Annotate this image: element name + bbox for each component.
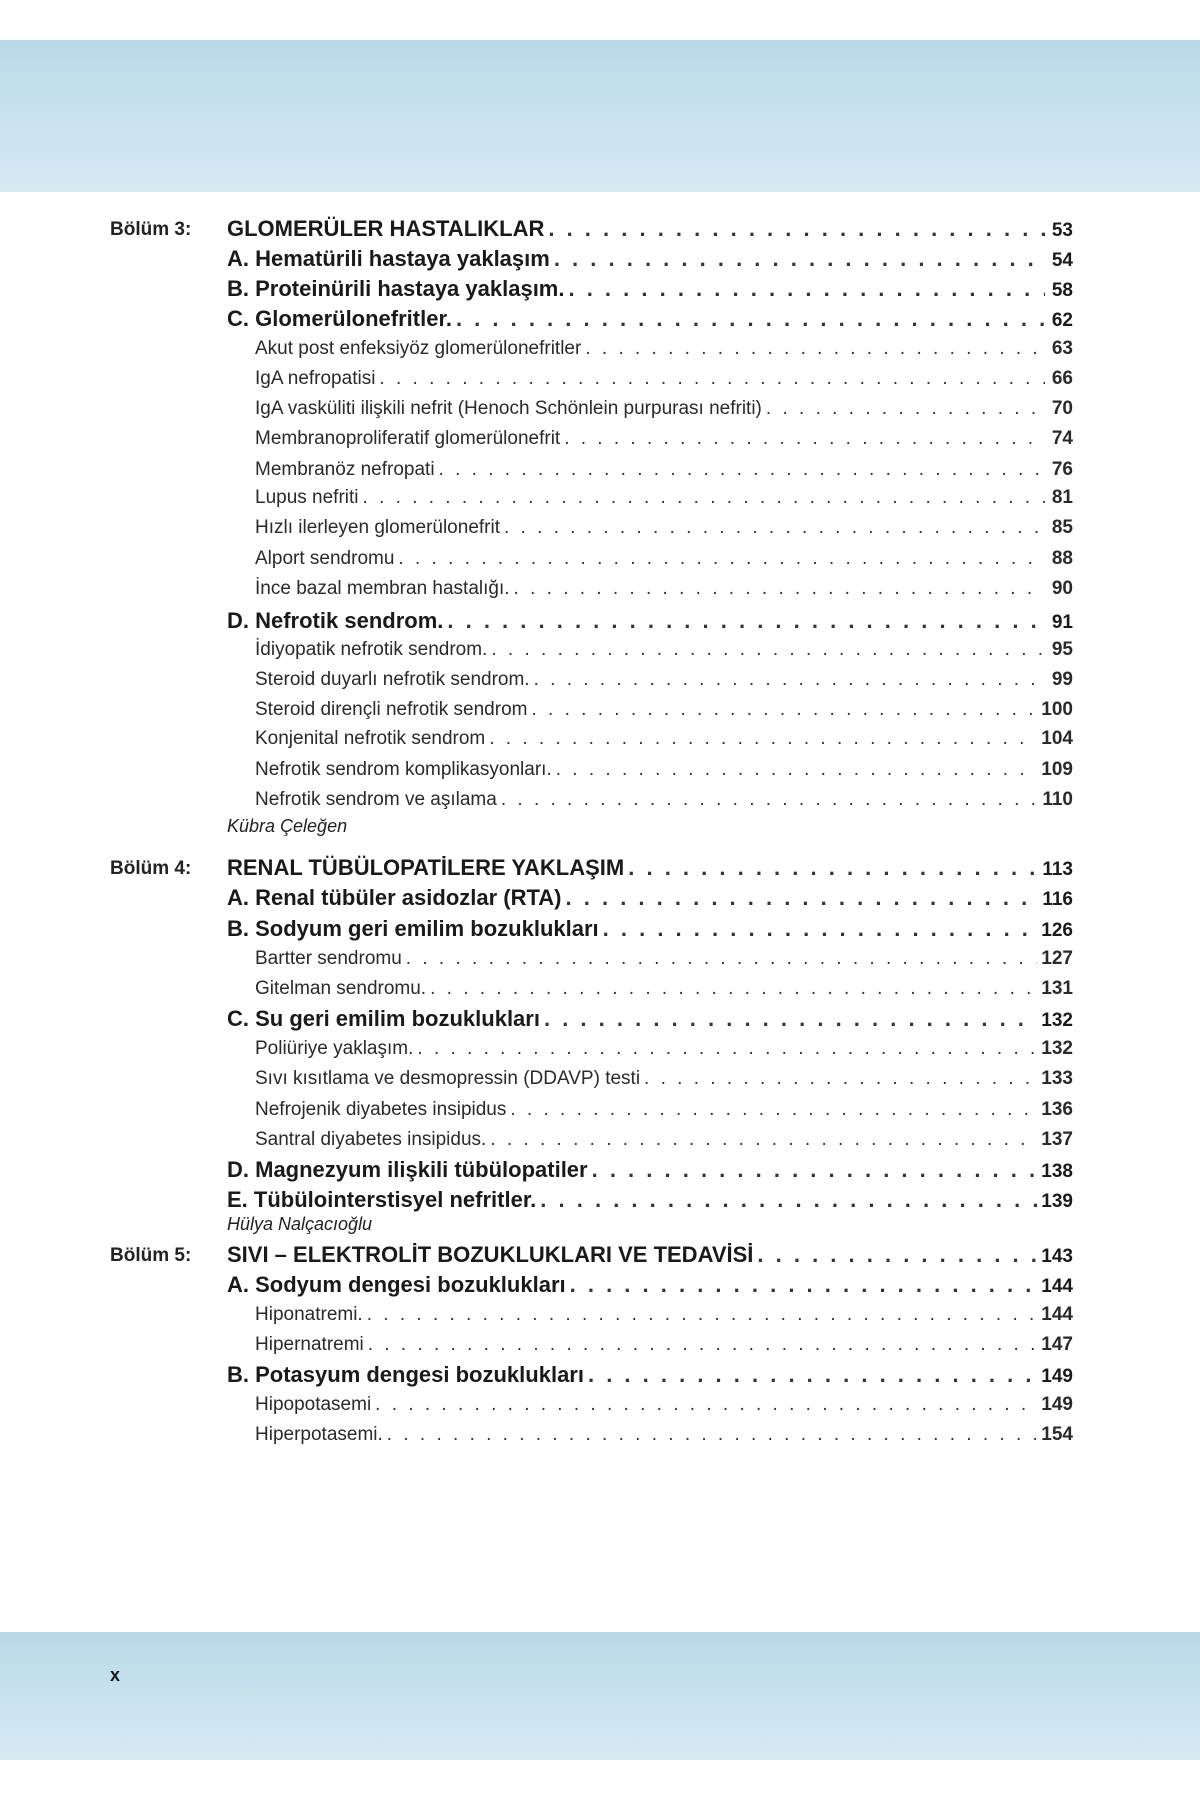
leader-dots bbox=[592, 1157, 1038, 1183]
toc-page: 126 bbox=[1041, 920, 1073, 941]
toc-row[interactable] bbox=[227, 306, 1073, 332]
toc-title: Poliüriye yaklaşım. bbox=[255, 1038, 414, 1059]
leader-dots bbox=[489, 728, 1037, 750]
leader-dots bbox=[491, 639, 1045, 661]
toc-page: 74 bbox=[1051, 428, 1073, 449]
toc-page: 90 bbox=[1051, 578, 1073, 599]
toc-row[interactable] bbox=[227, 1362, 1073, 1388]
leader-dots bbox=[368, 1334, 1038, 1356]
chapter-4-label: Bölüm 4: bbox=[110, 858, 192, 879]
toc-title: Nefrotik sendrom komplikasyonları. bbox=[255, 759, 552, 780]
toc-row[interactable] bbox=[255, 789, 1073, 811]
leader-dots bbox=[603, 916, 1038, 942]
chapter-3-title-row[interactable] bbox=[227, 216, 1073, 242]
toc-title: IgA nefropatisi bbox=[255, 368, 376, 389]
toc-page: 70 bbox=[1051, 398, 1073, 419]
footer-band bbox=[0, 1632, 1200, 1760]
toc-row[interactable] bbox=[255, 639, 1073, 661]
leader-dots bbox=[430, 978, 1037, 1000]
toc-title: Hiperpotasemi. bbox=[255, 1424, 383, 1445]
toc-row[interactable] bbox=[227, 1006, 1073, 1032]
toc-title: B. Proteinürili hastaya yaklaşım. bbox=[227, 276, 565, 301]
leader-dots bbox=[387, 1424, 1038, 1446]
toc-page: 116 bbox=[1042, 889, 1073, 910]
leader-dots bbox=[456, 306, 1045, 332]
toc-row[interactable] bbox=[255, 978, 1073, 1000]
toc-title: E. Tübülointerstisyel nefritler. bbox=[227, 1187, 537, 1212]
toc-page: 62 bbox=[1051, 310, 1073, 331]
leader-dots bbox=[540, 1187, 1037, 1213]
leader-dots bbox=[566, 885, 1039, 911]
toc-page: 85 bbox=[1051, 517, 1073, 538]
toc-page: 143 bbox=[1041, 1246, 1073, 1267]
toc-row[interactable] bbox=[255, 368, 1073, 390]
leader-dots bbox=[417, 1038, 1037, 1060]
toc-title: Gitelman sendromu. bbox=[255, 978, 427, 999]
leader-dots bbox=[554, 246, 1045, 272]
toc-row[interactable] bbox=[255, 548, 1073, 570]
toc-page: 138 bbox=[1041, 1161, 1073, 1182]
toc-row[interactable] bbox=[255, 459, 1073, 481]
toc-page: 110 bbox=[1042, 789, 1073, 810]
toc-row[interactable] bbox=[255, 1068, 1073, 1090]
leader-dots bbox=[548, 216, 1045, 242]
toc-row[interactable] bbox=[255, 728, 1073, 750]
leader-dots bbox=[757, 1242, 1037, 1268]
toc-page: 144 bbox=[1041, 1276, 1073, 1297]
chapter-4-title-row[interactable] bbox=[227, 855, 1073, 881]
leader-dots bbox=[556, 759, 1038, 781]
toc-title: Steroid duyarlı nefrotik sendrom. bbox=[255, 669, 530, 690]
toc-row[interactable] bbox=[255, 948, 1073, 970]
toc-title: D. Magnezyum ilişkili tübülopatiler bbox=[227, 1157, 588, 1182]
toc-page: 99 bbox=[1051, 669, 1073, 690]
toc-title: B. Sodyum geri emilim bozuklukları bbox=[227, 916, 599, 941]
toc-page: 131 bbox=[1041, 978, 1073, 999]
leader-dots bbox=[585, 338, 1045, 360]
leader-dots bbox=[504, 517, 1045, 539]
toc-row[interactable] bbox=[255, 1038, 1073, 1060]
toc-title: İnce bazal membran hastalığı. bbox=[255, 578, 510, 599]
toc-row[interactable] bbox=[255, 669, 1073, 691]
toc-page: 95 bbox=[1051, 639, 1073, 660]
toc-page: 88 bbox=[1051, 548, 1073, 569]
toc-title: C. Glomerülonefritler. bbox=[227, 306, 452, 331]
toc-row[interactable] bbox=[255, 1394, 1073, 1416]
toc-title: Hızlı ilerleyen glomerülonefrit bbox=[255, 517, 500, 538]
leader-dots bbox=[568, 276, 1045, 302]
toc-page: 137 bbox=[1041, 1129, 1073, 1150]
leader-dots bbox=[375, 1394, 1037, 1416]
toc-title: Hipopotasemi bbox=[255, 1394, 372, 1415]
toc-title: A. Renal tübüler asidozlar (RTA) bbox=[227, 885, 562, 910]
chapter-3-author: Kübra Çeleğen bbox=[227, 816, 348, 836]
toc-row[interactable] bbox=[255, 759, 1073, 781]
toc-title: Alport sendromu bbox=[255, 548, 395, 569]
toc-row[interactable] bbox=[255, 699, 1073, 721]
toc-page: 63 bbox=[1051, 338, 1073, 359]
toc-row[interactable] bbox=[227, 608, 1073, 634]
toc-page: 58 bbox=[1051, 280, 1073, 301]
toc-title: Sıvı kısıtlama ve desmopressin (DDAVP) testi bbox=[255, 1068, 641, 1089]
chapter-3-label: Bölüm 3: bbox=[110, 219, 192, 240]
leader-dots bbox=[379, 368, 1045, 390]
toc-row[interactable] bbox=[227, 246, 1073, 272]
leader-dots bbox=[510, 1099, 1037, 1121]
leader-dots bbox=[367, 1304, 1038, 1326]
leader-dots bbox=[447, 608, 1045, 634]
toc-row[interactable] bbox=[255, 487, 1073, 509]
toc-page: 81 bbox=[1051, 487, 1073, 508]
chapter-5-title-row[interactable] bbox=[227, 1242, 1073, 1268]
toc-title: SIVI – ELEKTROLİT BOZUKLUKLARI VE TEDAVİSİ bbox=[227, 1242, 754, 1267]
toc-title: Membranoproliferatif glomerülonefrit bbox=[255, 428, 561, 449]
leader-dots bbox=[514, 578, 1045, 600]
toc-title: IgA vasküliti ilişkili nefrit (Henoch Schönlein purpurası nefriti) bbox=[255, 398, 762, 419]
toc-title: Hipernatremi bbox=[255, 1334, 364, 1355]
toc-row[interactable] bbox=[255, 338, 1073, 360]
toc-title: İdiyopatik nefrotik sendrom. bbox=[255, 639, 488, 660]
toc-title: C. Su geri emilim bozuklukları bbox=[227, 1006, 540, 1031]
leader-dots bbox=[531, 699, 1037, 721]
toc-row[interactable] bbox=[255, 428, 1073, 450]
toc-row[interactable] bbox=[227, 276, 1073, 302]
toc-page: 109 bbox=[1041, 759, 1073, 780]
toc-page: 144 bbox=[1041, 1304, 1073, 1325]
toc-page: 147 bbox=[1041, 1334, 1073, 1355]
toc-page: 91 bbox=[1051, 612, 1073, 633]
toc-title: D. Nefrotik sendrom. bbox=[227, 608, 444, 633]
toc-row[interactable] bbox=[227, 916, 1073, 942]
toc-title: A. Sodyum dengesi bozuklukları bbox=[227, 1272, 566, 1297]
toc-page: 139 bbox=[1041, 1191, 1073, 1212]
toc-row[interactable] bbox=[227, 885, 1073, 911]
leader-dots bbox=[490, 1129, 1037, 1151]
toc-page: 54 bbox=[1051, 250, 1073, 271]
toc-row[interactable] bbox=[255, 517, 1073, 539]
toc-row[interactable] bbox=[255, 398, 1073, 420]
leader-dots bbox=[570, 1272, 1038, 1298]
toc-page: 66 bbox=[1051, 368, 1073, 389]
toc-title: Santral diyabetes insipidus. bbox=[255, 1129, 487, 1150]
toc-page: 132 bbox=[1041, 1038, 1073, 1059]
toc-title: Nefrotik sendrom ve aşılama bbox=[255, 789, 497, 810]
toc-page: 133 bbox=[1041, 1068, 1073, 1089]
toc-title: Lupus nefriti bbox=[255, 487, 359, 508]
toc-page: 136 bbox=[1041, 1099, 1073, 1120]
page-number: x bbox=[110, 1665, 121, 1685]
leader-dots bbox=[406, 948, 1038, 970]
toc-row[interactable] bbox=[255, 1334, 1073, 1356]
toc-page: 100 bbox=[1041, 699, 1073, 720]
chapter-5-label: Bölüm 5: bbox=[110, 1245, 192, 1266]
toc-page: 104 bbox=[1041, 728, 1073, 749]
toc-title: RENAL TÜBÜLOPATİLERE YAKLAŞIM bbox=[227, 855, 625, 880]
leader-dots bbox=[588, 1362, 1037, 1388]
toc-page: 127 bbox=[1041, 948, 1073, 969]
toc-row[interactable] bbox=[255, 1304, 1073, 1326]
toc-title: GLOMERÜLER HASTALIKLAR bbox=[227, 216, 545, 241]
leader-dots bbox=[644, 1068, 1037, 1090]
toc-title: A. Hematürili hastaya yaklaşım bbox=[227, 246, 550, 271]
leader-dots bbox=[544, 1006, 1037, 1032]
chapter-4-author: Hülya Nalçacıoğlu bbox=[227, 1214, 373, 1234]
toc-row[interactable] bbox=[255, 578, 1073, 600]
toc-row[interactable] bbox=[255, 1424, 1073, 1446]
leader-dots bbox=[501, 789, 1039, 811]
toc-title: B. Potasyum dengesi bozuklukları bbox=[227, 1362, 584, 1387]
toc-title: Konjenital nefrotik sendrom bbox=[255, 728, 486, 749]
toc-title: Steroid dirençli nefrotik sendrom bbox=[255, 699, 528, 720]
leader-dots bbox=[766, 398, 1045, 420]
toc-row[interactable] bbox=[227, 1187, 1073, 1213]
toc-title: Bartter sendromu bbox=[255, 948, 402, 969]
toc-page: 132 bbox=[1041, 1010, 1073, 1031]
toc-page: 149 bbox=[1041, 1366, 1073, 1387]
leader-dots bbox=[439, 459, 1045, 481]
leader-dots bbox=[398, 548, 1045, 570]
toc-page: 76 bbox=[1051, 459, 1073, 480]
leader-dots bbox=[534, 669, 1045, 691]
leader-dots bbox=[628, 855, 1038, 881]
toc-row[interactable] bbox=[255, 1129, 1073, 1151]
toc-row[interactable] bbox=[255, 1099, 1073, 1121]
toc-page: 149 bbox=[1041, 1394, 1073, 1415]
toc-page: 53 bbox=[1051, 220, 1073, 241]
toc-row[interactable] bbox=[227, 1272, 1073, 1298]
toc-row[interactable] bbox=[227, 1157, 1073, 1183]
toc-title: Akut post enfeksiyöz glomerülonefritler bbox=[255, 338, 582, 359]
toc-title: Hiponatremi. bbox=[255, 1304, 363, 1325]
toc-page: 154 bbox=[1041, 1424, 1073, 1445]
toc-title: Membranöz nefropati bbox=[255, 459, 435, 480]
toc-title: Nefrojenik diyabetes insipidus bbox=[255, 1099, 507, 1120]
toc-page: 113 bbox=[1042, 859, 1073, 880]
leader-dots bbox=[564, 428, 1045, 450]
leader-dots bbox=[363, 487, 1045, 509]
